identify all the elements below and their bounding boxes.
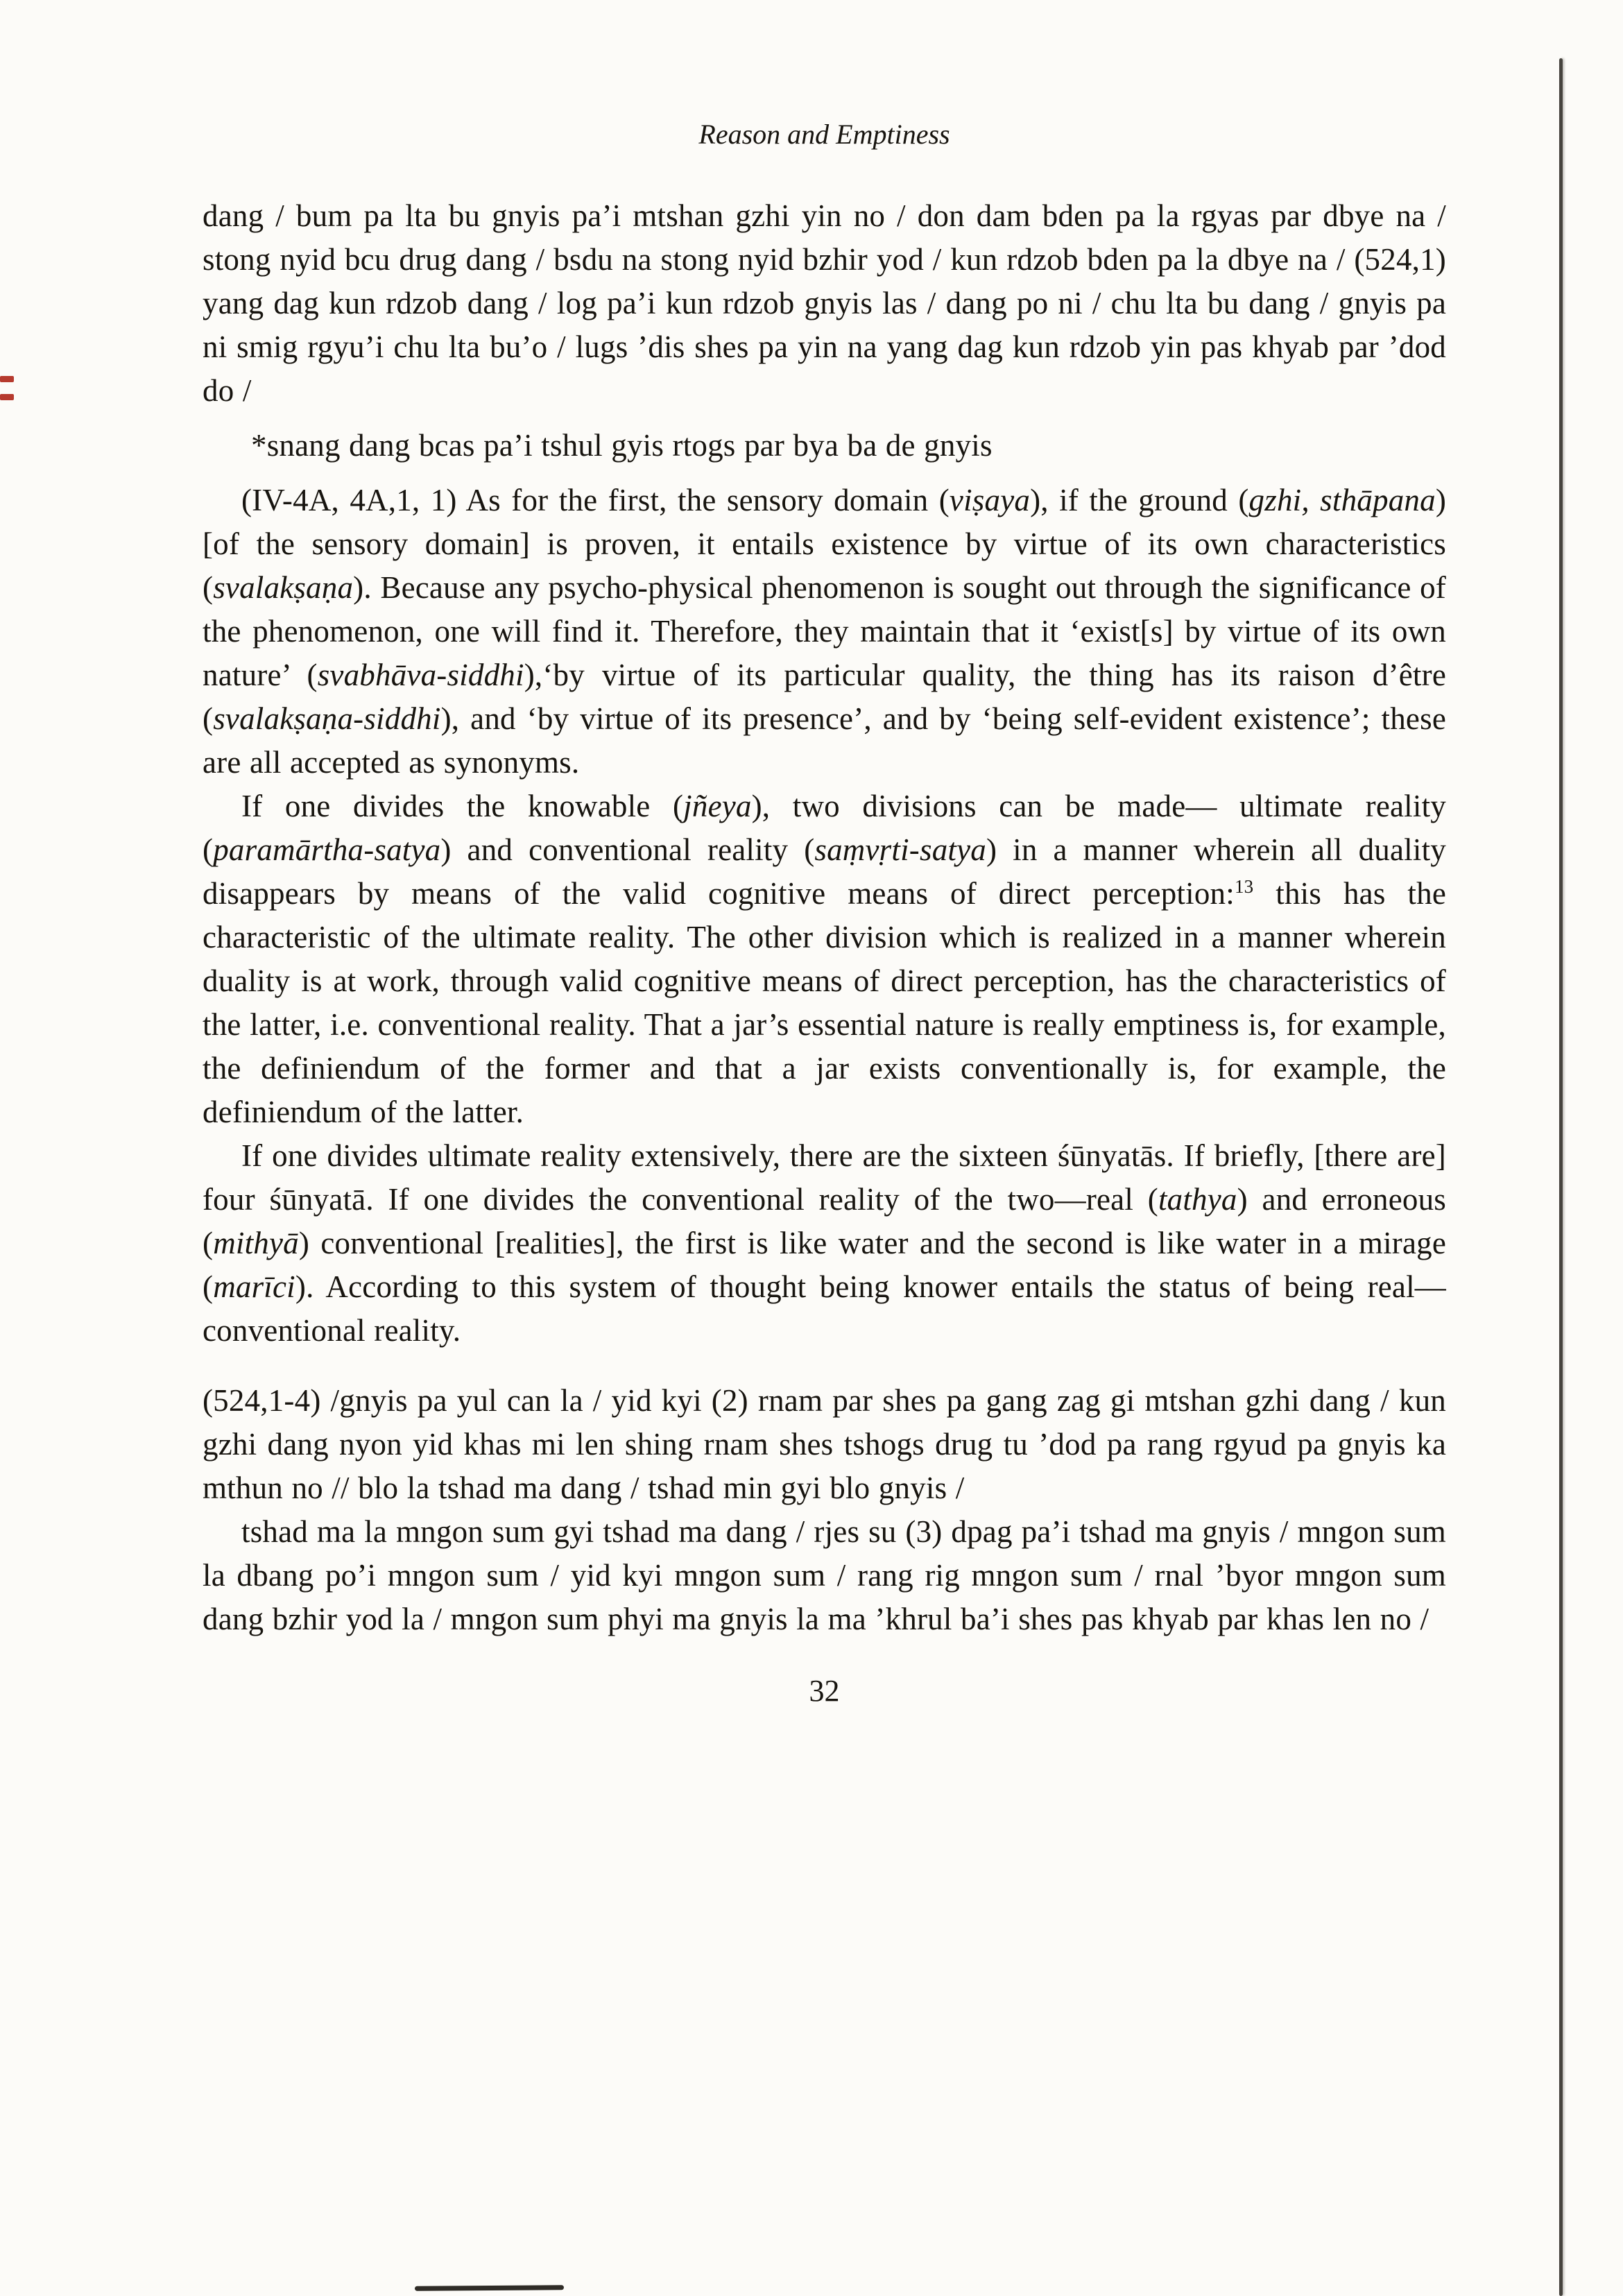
text-run: ) and conventional reality ( <box>440 832 815 867</box>
english-paragraph-1 <box>203 479 1446 785</box>
text-run: If one divides ultimate reality extensively, there are the sixteen śūnyatās. If briefly, [there are] four śūnyatā. If one divides the conventional reality of the two—real ( <box>203 1138 1446 1217</box>
text-run: ). According to this system of thought being knower entails the status of being real—conventional reality. <box>203 1269 1446 1348</box>
english-paragraph-2 <box>203 785 1446 1134</box>
page-number: 32 <box>809 1674 840 1708</box>
tibetan-passage-3 <box>203 1510 1446 1641</box>
text-run: tshad ma la mngon sum gyi tshad ma dang / rjes su (3) dpag pa’i tshad ma gnyis / mngon sum la dbang po’i mngon sum / yid kyi mngon sum / rang rig mngon sum / rnal ’byor mngon sum dang bzhir yod la / mngon sum phyi ma gnyis la ma ’khrul ba’i shes pas khyab par khas len no / <box>203 1514 1446 1636</box>
italic-term: svalakṣaṇa <box>213 570 354 605</box>
english-paragraph-3 <box>203 1134 1446 1353</box>
text-run: ) conventional [realities], the first is like water and the second is like water in a mirage ( <box>203 1226 1446 1304</box>
text-run: ) in a manner wherein all duality disappears by means of the valid cognitive means of direct perception: <box>203 832 1446 911</box>
running-header: Reason and Emptiness <box>698 119 950 150</box>
footnote-reference: 13 <box>1234 876 1254 897</box>
text-run: ) and erroneous ( <box>203 1182 1446 1260</box>
tibetan-passage-2 <box>203 1379 1446 1510</box>
text-run: this has the characteristic of the ultimate reality. The other division which is realized in a manner wherein duality is at work, through valid cognitive means of direct perception, has the characteristics of the latter, i.e. conventional reality. That a jar’s essential nature is really emptiness is, for example, the definiendum of the former and that a jar exists conventionally is, for example, the definiendum of the latter. <box>203 876 1446 1129</box>
italic-term: svalakṣaṇa-siddhi <box>213 701 441 736</box>
scan-edge-line <box>1559 58 1563 2296</box>
page-body <box>203 194 1446 1641</box>
italic-term: mithyā <box>213 1226 299 1260</box>
text-run: dang / bum pa lta bu gnyis pa’i mtshan gzhi yin no / don dam bden pa la rgyas par dbye na / stong nyid bcu drug dang / bsdu na stong nyid bzhir yod / kun rdzob bden pa la dbye na / (524,1) yang dag kun rdzob dang / log pa’i kun rdzob gnyis las / dang po ni / chu lta bu dang / gnyis pa ni smig rgyu’i chu lta bu’o / lugs ’dis shes pa yin na yang dag kun rdzob yin pas khyab par ’dod do / <box>203 198 1446 408</box>
text-run: ), if the ground ( <box>1030 483 1249 517</box>
italic-term: svabhāva-siddhi <box>317 658 524 692</box>
text-run: *snang dang bcas pa’i tshul gyis rtogs par bya ba de gnyis <box>251 428 993 463</box>
text-run: ), and ‘by virtue of its presence’, and by ‘being self-evident existence’; these are all accepted as synonyms. <box>203 701 1446 780</box>
tibetan-heading-line <box>203 424 1446 468</box>
tibetan-passage-1 <box>203 194 1446 413</box>
scan-artifact-smudge <box>415 2285 564 2291</box>
text-run: ), two divisions can be made— ultimate reality ( <box>203 789 1446 867</box>
text-run: (IV-4A, 4A,1, 1) As for the first, the sensory domain ( <box>241 483 950 517</box>
italic-term: marīci <box>213 1269 295 1304</box>
scan-artifact-red-tick <box>0 376 14 382</box>
text-run: (524,1-4) /gnyis pa yul can la / yid kyi (2) rnam par shes pa gang zag gi mtshan gzhi dang / kun gzhi dang nyon yid khas mi len shing rnam shes tshogs drug tu ’dod pa rang rgyud pa gnyis ka mthun no // blo la tshad ma dang / tshad min gyi blo gnyis / <box>203 1383 1446 1505</box>
italic-term: gzhi, sthāpana <box>1248 483 1436 517</box>
text-run: ),‘by virtue of its particular quality, the thing has its raison d’être ( <box>203 658 1446 736</box>
italic-term: paramārtha-satya <box>213 832 441 867</box>
italic-term: jñeya <box>683 789 752 823</box>
scan-artifact-red-tick <box>0 394 14 400</box>
text-run: If one divides the knowable ( <box>241 789 684 823</box>
text-run: ) [of the sensory domain] is proven, it entails existence by virtue of its own characteristics ( <box>203 483 1446 605</box>
italic-term: viṣaya <box>949 483 1031 517</box>
text-run: ). Because any psycho-physical phenomenon is sought out through the significance of the phenomenon, one will find it. Therefore, they maintain that it ‘exist[s] by virtue of its own nature’ ( <box>203 570 1446 692</box>
italic-term: saṃvṛti-satya <box>814 832 986 867</box>
italic-term: tathya <box>1158 1182 1237 1217</box>
